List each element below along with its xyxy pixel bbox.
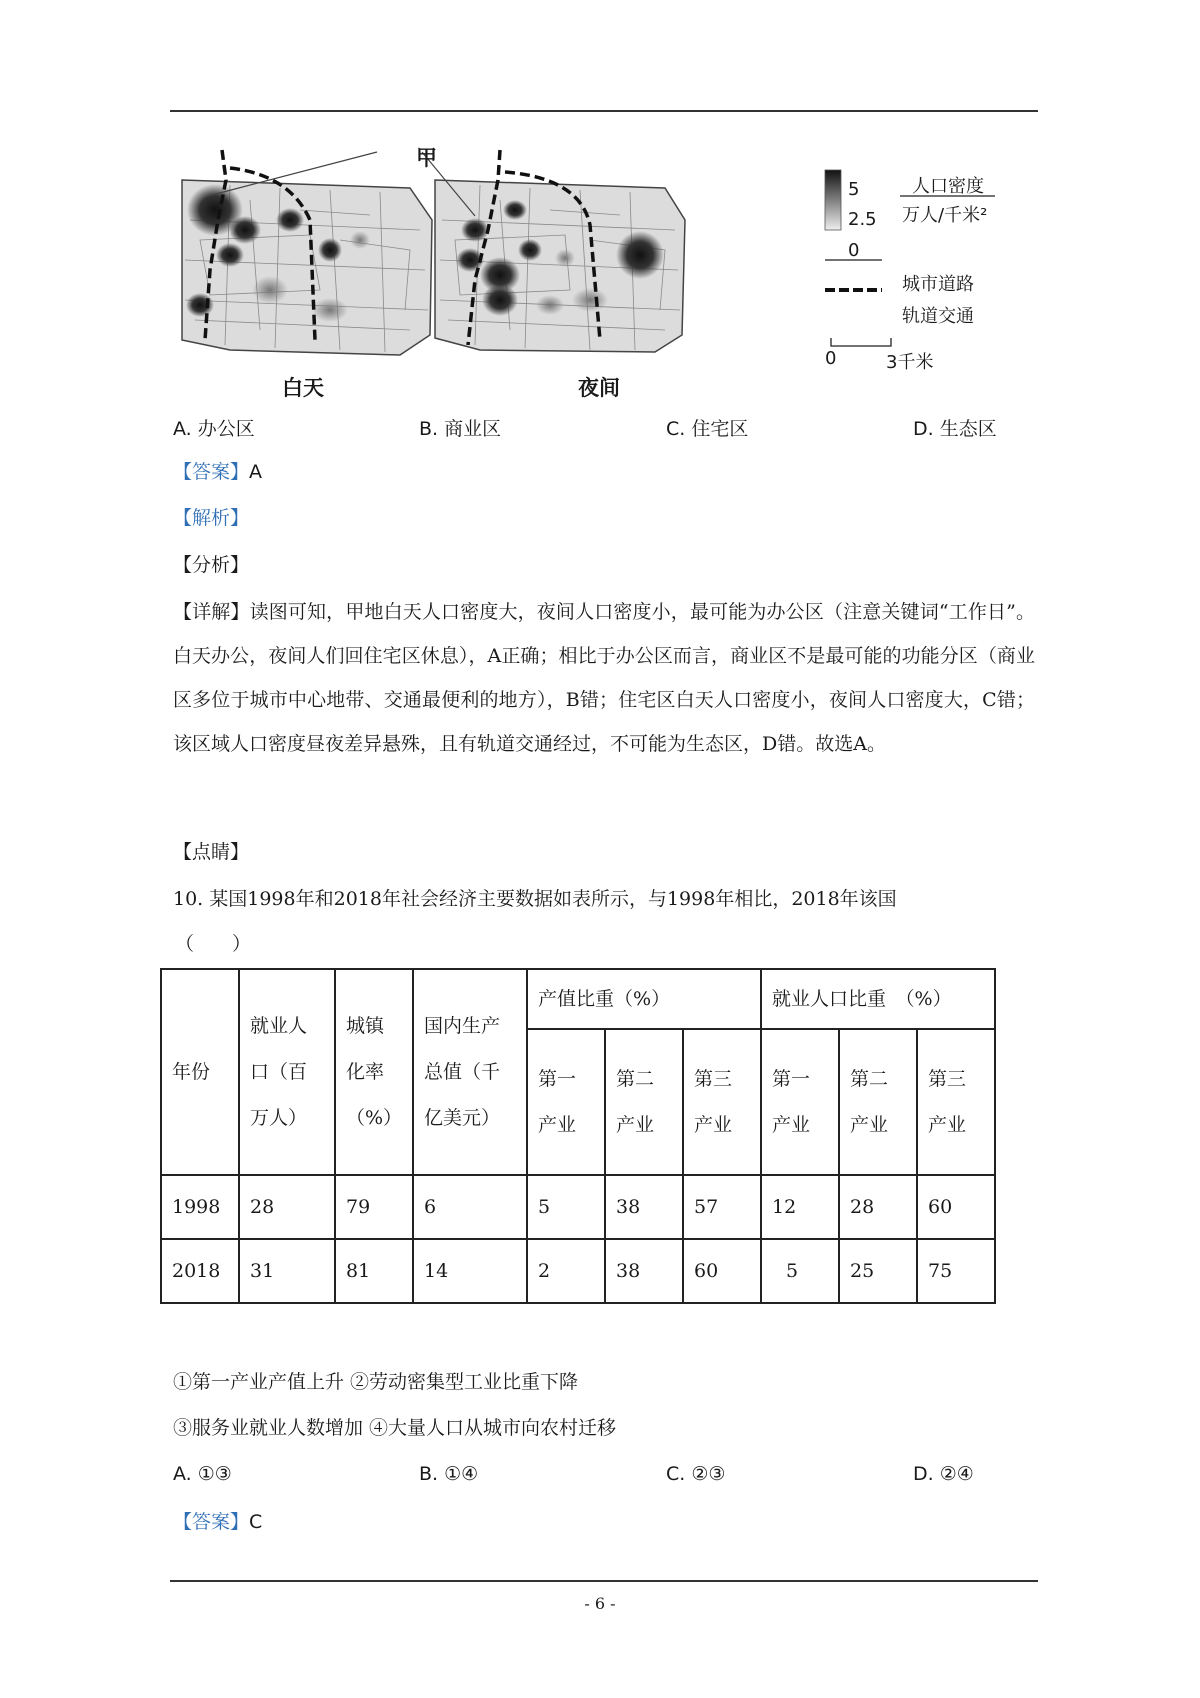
cell-employed: 31	[239, 1239, 335, 1303]
scale-bar	[831, 338, 891, 346]
table-row	[161, 1175, 995, 1239]
cell-employ-primary: 12	[761, 1175, 839, 1239]
q9-jiexi-tag: 【解析】	[173, 507, 250, 529]
cell-output-primary: 5	[527, 1175, 605, 1239]
cell-employ-secondary: 28	[839, 1175, 917, 1239]
q10-statements-line1: ①第一产业产值上升 ②劳动密集型工业比重下降	[173, 1371, 579, 1393]
header-rule	[170, 110, 1038, 112]
scale-end: 3千米	[886, 352, 934, 373]
q9-fenxi-tag: 【分析】	[173, 554, 250, 576]
header-employ-primary: 第一产业	[761, 1029, 839, 1175]
q9-answer: A	[249, 461, 263, 483]
q9-answer-tag: 【答案】	[173, 461, 250, 483]
header-output-secondary: 第二产业	[605, 1029, 683, 1175]
cell-year: 2018	[161, 1239, 239, 1303]
day-panel-label: 白天	[282, 375, 324, 400]
page-number: - 6 -	[584, 1594, 616, 1613]
q10-option-d: D. ②④	[913, 1463, 974, 1485]
cell-employ-tertiary: 75	[917, 1239, 995, 1303]
cell-urban: 79	[335, 1175, 413, 1239]
q10-answer-line	[173, 1510, 262, 1534]
cell-employ-tertiary: 60	[917, 1175, 995, 1239]
header-urbanization: 城镇化率（%）	[335, 969, 413, 1175]
cell-output-tertiary: 57	[683, 1175, 761, 1239]
cell-year: 1998	[161, 1175, 239, 1239]
q10-answer-tag: 【答案】	[173, 1511, 250, 1533]
legend-value-mid: 2.5	[848, 209, 877, 230]
q10-answer: C	[249, 1511, 263, 1533]
cell-output-tertiary: 60	[683, 1239, 761, 1303]
cell-gdp: 14	[413, 1239, 527, 1303]
header-employed: 就业人口（百万人）	[239, 969, 335, 1175]
q10-data-table	[160, 968, 996, 1304]
q9-detail-text: 读图可知，甲地白天人口密度大，夜间人口密度小，最可能为办公区（注意关键词“工作日”。白天办公，夜间人们回住宅区休息），A正确；相比于办公区而言，商业区不是最可能的功能分区（商业区多位于城市中心地带、交通最便利的地方），B错；住宅区白天人口密度小，夜间人口密度大，C错；该区域人口密度昼夜差异悬殊，且有轨道交通经过，不可能为生态区，D错。故选A。	[173, 601, 1035, 755]
header-year: 年份	[161, 969, 239, 1175]
q9-dianjing-tag: 【点睛】	[173, 841, 250, 863]
q9-detail-tag: 【详解】	[173, 601, 250, 623]
cell-gdp: 6	[413, 1175, 527, 1239]
header-employ-secondary: 第二产业	[839, 1029, 917, 1175]
q10-statements-line2: ③服务业就业人数增加 ④大量人口从城市向农村迁移	[173, 1417, 617, 1439]
cell-employed: 28	[239, 1175, 335, 1239]
cell-employ-primary: 5	[761, 1239, 839, 1303]
q10-paren: （ ）	[175, 933, 252, 955]
header-employment-share: 就业人口比重 （%）	[761, 969, 995, 1029]
header-employ-tertiary: 第三产业	[917, 1029, 995, 1175]
density-unit: 万人/千米²	[902, 205, 988, 226]
header-output-primary: 第一产业	[527, 1029, 605, 1175]
cell-output-primary: 2	[527, 1239, 605, 1303]
header-output-share: 产值比重（%）	[527, 969, 761, 1029]
q9-option-b: B. 商业区	[419, 418, 502, 440]
header-output-tertiary: 第三产业	[683, 1029, 761, 1175]
q9-option-d: D. 生态区	[913, 418, 997, 440]
legend-value-low: 0	[848, 240, 860, 261]
q10-stem: 10. 某国1998年和2018年社会经济主要数据如表所示，与1998年相比，2018年该国	[173, 888, 897, 910]
night-panel-label: 夜间	[578, 375, 620, 400]
cell-output-secondary: 38	[605, 1239, 683, 1303]
table-row	[161, 1239, 995, 1303]
q9-option-a: A. 办公区	[173, 418, 255, 440]
q10-option-a: A. ①③	[173, 1463, 232, 1485]
header-gdp: 国内生产总值（千亿美元）	[413, 969, 527, 1175]
density-legend-bar	[825, 170, 841, 230]
legend-value-high: 5	[848, 179, 860, 200]
callout-label-jia: 甲	[416, 145, 437, 170]
scale-start: 0	[825, 348, 837, 369]
q9-option-c: C. 住宅区	[666, 418, 749, 440]
q10-option-c: C. ②③	[666, 1463, 726, 1485]
q10-option-b: B. ①④	[419, 1463, 479, 1485]
q9-detail-paragraph	[173, 590, 1035, 766]
day-map	[182, 150, 432, 355]
rail-legend-label: 轨道交通	[902, 306, 974, 327]
road-legend-label: 城市道路	[902, 274, 974, 295]
cell-output-secondary: 38	[605, 1175, 683, 1239]
night-map	[422, 150, 685, 352]
density-title: 人口密度	[912, 176, 984, 197]
cell-urban: 81	[335, 1239, 413, 1303]
q9-answer-line	[173, 460, 262, 484]
footer-rule	[170, 1580, 1038, 1582]
cell-employ-secondary: 25	[839, 1239, 917, 1303]
